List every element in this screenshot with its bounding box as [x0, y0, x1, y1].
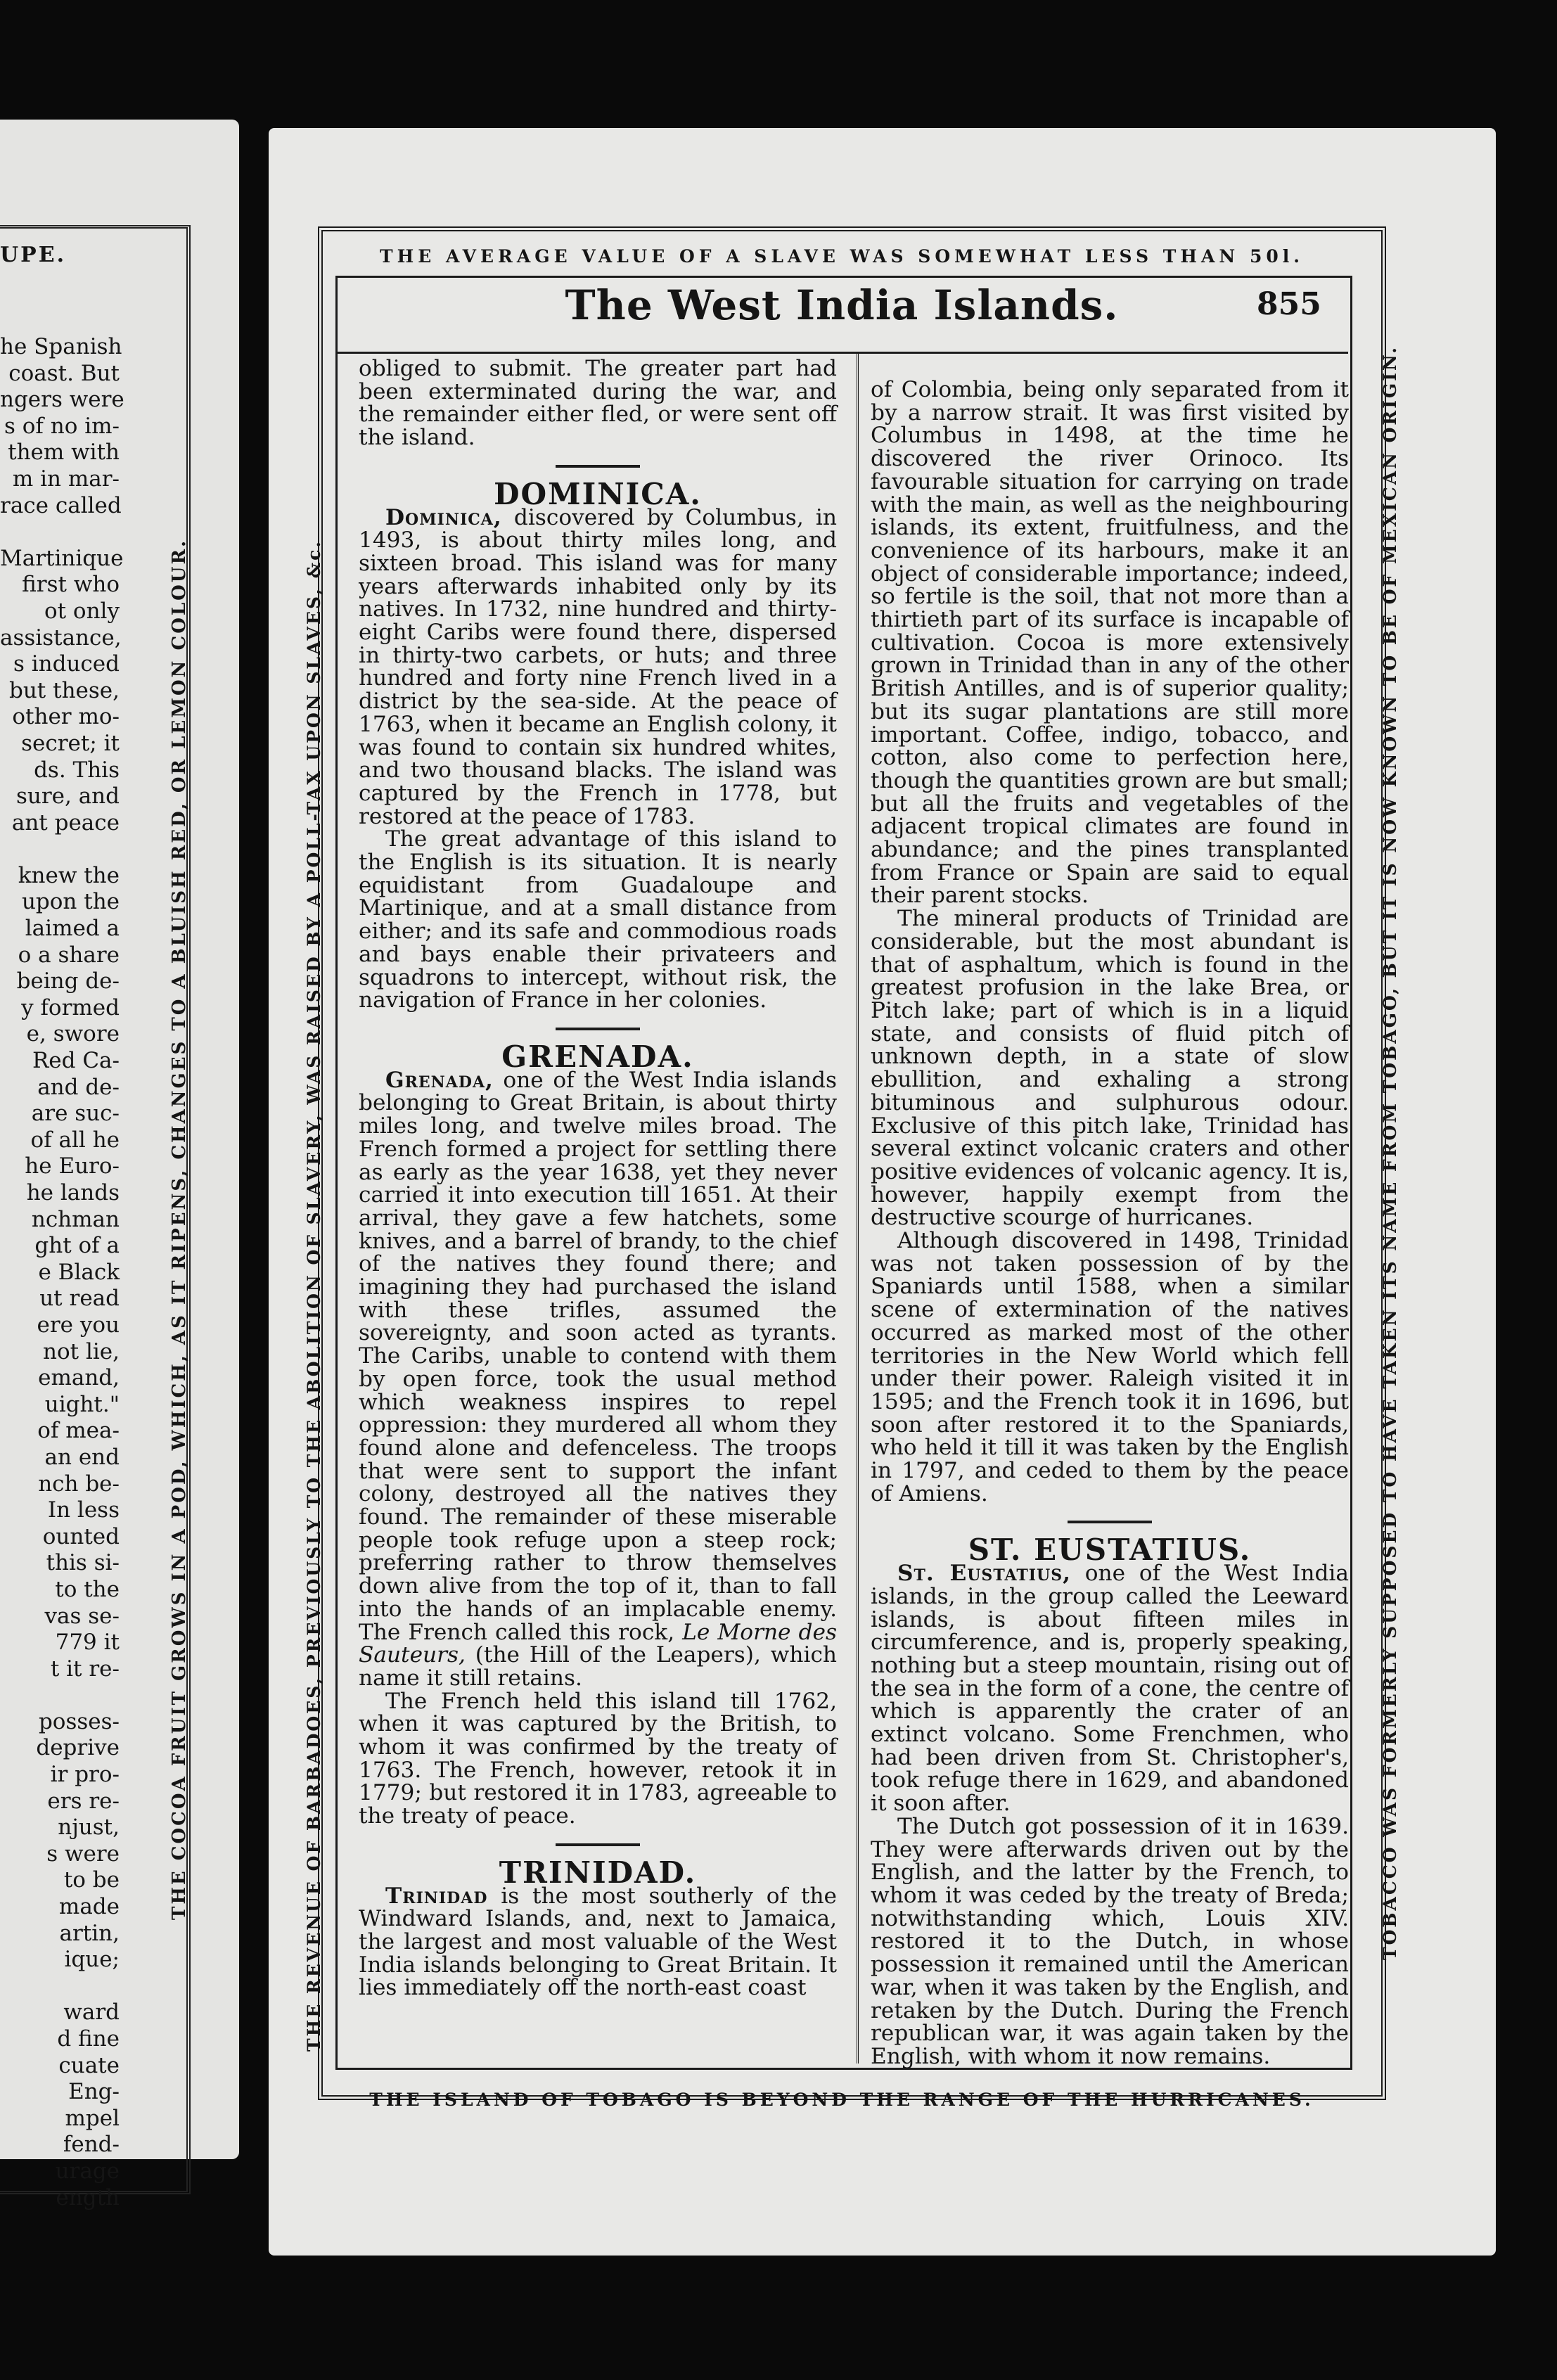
section-rule — [556, 465, 640, 468]
trinidad-lead: Trinidad — [385, 1883, 488, 1909]
previous-page-line: other mo- — [12, 704, 120, 730]
previous-page-fragment — [0, 120, 239, 2211]
previous-page-line: are suc- — [31, 1101, 120, 1127]
previous-page-header: UPE. — [0, 243, 67, 267]
st-eustatius-lead: St. Eustatius, — [897, 1561, 1071, 1587]
left-side-marginal-note: THE REVENUE OF BARBADOES, PREVIOUSLY TO THE ABOLITION OF SLAVERY, WAS RAISED BY A POLL-TAX UPON SLAVES, &c. — [304, 539, 324, 2052]
previous-page-line: an end — [44, 1444, 120, 1470]
previous-page-line: cuate — [58, 2052, 120, 2078]
previous-page-line: Red Ca- — [32, 1048, 120, 1074]
previous-page-line: fend- — [63, 2132, 120, 2158]
previous-page-line: of mea- — [37, 1418, 120, 1444]
previous-page-line: race called — [0, 492, 122, 518]
previous-page-line: In less — [47, 1497, 120, 1523]
st-eustatius-paragraph-1 — [871, 1562, 1349, 1815]
previous-page-line: o a share — [18, 942, 120, 968]
previous-page-line: he Euro- — [25, 1153, 120, 1179]
previous-page-line: nchman — [31, 1206, 120, 1232]
grenada-paragraph-2: The French held this island till 1762, when it was captured by the British, to whom it was confirmed by the treaty of 1763. The French, however, retook it in 1779; but restored it in 1783, agreeable to the treaty of peace. — [359, 1688, 837, 1829]
page-number: 855 — [1257, 286, 1321, 322]
previous-page-line: vas se- — [44, 1603, 120, 1629]
previous-page-line: 779 it — [55, 1630, 120, 1656]
trinidad-text-1: is the most southerly of the Windward Islands, and, next to Jamaica, the largest and most valuable of the West India islands belonging to Great Britain. It lies immediately off the north-east coast — [359, 1883, 837, 2001]
previous-page-line: ique; — [64, 1947, 120, 1973]
previous-page-line: urage — [55, 2158, 120, 2184]
heading-grenada: GRENADA. — [501, 1039, 694, 1074]
grenada-italic-name: Le Morne des Sauteurs, — [359, 1619, 837, 1668]
previous-page-line: secret; it — [21, 730, 120, 756]
previous-page-line: of all he — [30, 1127, 120, 1153]
previous-page-line: being de- — [16, 968, 120, 994]
previous-page-line: s of no im- — [4, 413, 120, 439]
previous-page-line: ere you — [37, 1312, 120, 1338]
previous-page-line: artin, — [59, 1920, 120, 1946]
previous-page-side-note: THE COCOA FRUIT GROWS IN A POD, WHICH, AS IT RIPENS, CHANGES TO A BLUISH RED, OR LEMON COLOUR. — [169, 538, 190, 1920]
previous-page-line: he Spanish — [0, 334, 122, 359]
st-eustatius-text-1: one of the West India islands, in the group called the Leeward islands, is about fifteen miles in circumference, and is, properly speaking, nothing but a steep mountain, rising out of the sea in the form of a cone, the centre of which is apparently the crater of an extinct volcano. Some Frenchmen, who had been driven from St. Christopher's, took refuge there in 1629, and abandoned it soon after. — [871, 1561, 1349, 1817]
right-side-marginal-note: TOBACCO WAS FORMERLY SUPPOSED TO HAVE TAKEN ITS NAME FROM TOBAGO, BUT IT IS NOW KNOWN TO BE OF MEXICAN ORIGIN. — [1380, 345, 1400, 1960]
heading-trinidad: TRINIDAD. — [499, 1855, 697, 1890]
previous-page-line: y formed — [21, 994, 120, 1021]
trinidad-history-paragraph: Although discovered in 1498, Trinidad was not taken possession of by the Spaniards until 1588, when a similar scene of extermination of the natives occurred as marked most of the other territories in the New World which fell under their power. Raleigh visited it in 1595; and the French took it in 1696, but soon after restored it to the Spaniards, who held it till it was taken by the English in 1797, and ceded to them by the peace of Amiens. — [871, 1228, 1349, 1506]
intro-paragraph: obliged to submit. The greater part had been exterminated during the war, and the remainder either fled, or were sent off the island. — [359, 356, 837, 451]
previous-page-line: ength — [56, 2184, 120, 2211]
previous-page-line: Martinique — [0, 545, 124, 571]
st-eustatius-paragraph-2: The Dutch got possession of it in 1639. They were afterwards driven out by the English, and the latter by the French, to whom it was ceded by the treaty of Breda; notwithstanding which, Louis XIV. restored it to the Dutch, in whose possession it remained until the American war, when it was taken by the English, and retaken by the Dutch. During the French republican war, it was again taken by the English, with whom it now remains. — [871, 1813, 1349, 2069]
previous-page-line: deprive — [36, 1735, 120, 1761]
right-column — [871, 378, 1349, 2068]
bottom-marginal-note: THE ISLAND OF TOBAGO IS BEYOND THE RANGE OF THE HURRICANES. — [369, 2090, 1314, 2110]
column-divider — [857, 354, 859, 2064]
previous-page-line: ut read — [39, 1286, 120, 1312]
previous-page-line: upon the — [21, 889, 120, 915]
previous-page-line: ward — [63, 2000, 120, 2026]
dominica-paragraph-2: The great advantage of this island to the English is its situation. It is nearly equidistant from Guadaloupe and Martinique, and at a small distance from either; and its safe and commodious roads and bays enable their privateers and squadrons to intercept, without risk, the navigation of France in her colonies. — [359, 826, 837, 1013]
previous-page-line: s were — [46, 1841, 120, 1867]
grenada-text-1a: one of the West India islands belonging to Great Britain, is about thirty miles long, and twelve miles broad. The French formed a project for settling there as early as the year 1638, yet they never carried it into execution till 1651. At their arrival, they gave a few hatchets, some knives, and a barrel of brandy, to the chief of the natives they found there; and imagining they had purchased the island with these trifles, assumed the sovereignty, and soon acted as tyrants. The Caribs, unable to contend with them by open force, took the usual method which weakness inspires to repel oppression: they murdered all whom they found alone and defenceless. The troops that were sent to support the infant colony, destroyed all the natives they found. The remainder of these miserable people took refuge upon a steep rock; preferring rather to throw themselves down alive from the top of it, than to fall into the hands of an implacable enemy. The French called this rock, — [359, 1067, 837, 1645]
previous-page-line: he lands — [26, 1180, 120, 1205]
heading-st-eustatius: ST. EUSTATIUS. — [968, 1533, 1252, 1568]
previous-page-line: ngers were — [0, 387, 124, 413]
top-marginal-note: THE AVERAGE VALUE OF A SLAVE WAS SOMEWHAT LESS THAN 50l. — [380, 246, 1304, 267]
previous-page-line: m in mar- — [12, 466, 120, 492]
previous-page-line: sure, and — [15, 783, 120, 810]
previous-page-line: e Black — [38, 1259, 120, 1285]
previous-page-line: them with — [8, 440, 120, 466]
page-title: The West India Islands. — [565, 281, 1119, 329]
dominica-text-1: discovered by Columbus, in 1493, is about thirty miles long, and sixteen broad. This island was for many years afterwards inhabited only by its natives. In 1732, nine hundred and thirty-eight Caribs were found there, dispersed in thirty-two carbets, or huts; and three hundred and forty nine French lived in a district by the sea-side. At the peace of 1763, when it became an English colony, it was found to contain six hundred whites, and two thousand blacks. The island was captured by the French in 1778, but restored at the peace of 1783. — [359, 504, 837, 829]
heading-dominica: DOMINICA. — [494, 476, 702, 511]
previous-page-line: and de- — [37, 1074, 120, 1100]
previous-page-line: to be — [63, 1867, 120, 1893]
previous-page-line: ot only — [44, 598, 120, 624]
grenada-lead: Grenada, — [385, 1067, 494, 1093]
trinidad-continued: of Colombia, being only separated from it by a narrow strait. It was first visited by Columbus in 1498, at the time he discovered the river Orinoco. Its favourable situation for carrying on trade with the main, as well as the neighbouring islands, its extent, fruitfulness, and the convenience of its harbours, make it an object of considerable importance; indeed, so fertile is the soil, that not more than a thirtieth part of its surface is incapable of cultivation. Cocoa is more extensively grown in Trinidad than in any of the other British Antilles, and is of superior quality; but its sugar plantations are still more important. Coffee, indigo, tobacco, and cotton, also come to perfection here, though the quantities grown are but small; but all the fruits and vegetables of the adjacent tropical climates are found in abundance; and the pines transplanted from France or Spain are said to equal their parent stocks. — [871, 377, 1349, 909]
previous-page-line: Eng- — [68, 2079, 120, 2105]
previous-page-line: this si- — [46, 1550, 120, 1576]
previous-page-line: made — [58, 1894, 120, 1920]
previous-page-line: ers re- — [47, 1788, 120, 1814]
previous-page-line: ght of a — [34, 1233, 120, 1259]
previous-page-line: njust, — [58, 1815, 120, 1841]
grenada-paragraph-1 — [359, 1069, 837, 1690]
previous-page-line: emand, — [38, 1365, 120, 1391]
previous-page-line: mpel — [65, 2105, 120, 2131]
previous-page-line: knew the — [18, 862, 120, 888]
left-column — [359, 357, 837, 2000]
section-rule — [556, 1843, 640, 1846]
section-rule — [1068, 1521, 1152, 1523]
previous-page-line — [0, 1682, 120, 1709]
previous-page-line: ounted — [42, 1523, 120, 1549]
book-page — [269, 128, 1496, 2256]
previous-page-line: assistance, — [0, 625, 122, 651]
previous-page-line: posses- — [38, 1708, 120, 1734]
dominica-lead: Dominica, — [385, 504, 502, 530]
previous-page-line: first who — [15, 572, 120, 598]
previous-page-line: not lie, — [43, 1338, 120, 1364]
previous-page-line: uight." — [44, 1391, 120, 1417]
title-rule — [335, 352, 1348, 354]
trinidad-minerals-paragraph: The mineral products of Trinidad are considerable, but the most abundant is that of asphaltum, which is found in the greatest profusion in the lake Brea, or Pitch lake; part of which is in a liquid state, and consists of fluid pitch of unknown depth, in a state of slow ebullition, and exhaling a strong bituminous and sulphurous odour. Exclusive of this pitch lake, Trinidad has several extinct volcanic craters and other positive evidences of volcanic agency. It is, however, happily exempt from the destructive scourge of hurricanes. — [871, 906, 1349, 1231]
section-rule — [556, 1028, 640, 1030]
previous-page-line — [0, 836, 120, 863]
previous-page-line: laimed a — [25, 916, 120, 942]
previous-page-line: nch be- — [38, 1471, 120, 1497]
previous-page-line — [0, 1973, 120, 2000]
trinidad-paragraph-1 — [359, 1885, 837, 2000]
dominica-paragraph-1 — [359, 506, 837, 828]
previous-page-line: e, swore — [26, 1021, 120, 1047]
previous-page-line: but these, — [9, 677, 120, 703]
previous-page-text — [0, 334, 124, 2211]
previous-page-line: s induced — [13, 651, 120, 677]
previous-page-line: ds. This — [34, 757, 120, 783]
previous-page-line: coast. But — [8, 360, 120, 386]
previous-page-line: to the — [55, 1576, 120, 1602]
grenada-text-1b: (the Hill of the Leapers), which name it still retains. — [359, 1642, 837, 1691]
previous-page-line: d fine — [57, 2026, 120, 2052]
previous-page-line: t it re- — [50, 1656, 120, 1682]
previous-page-line: ant peace — [11, 810, 120, 836]
previous-page-line: ir pro- — [50, 1762, 120, 1788]
previous-page-line — [0, 519, 120, 546]
